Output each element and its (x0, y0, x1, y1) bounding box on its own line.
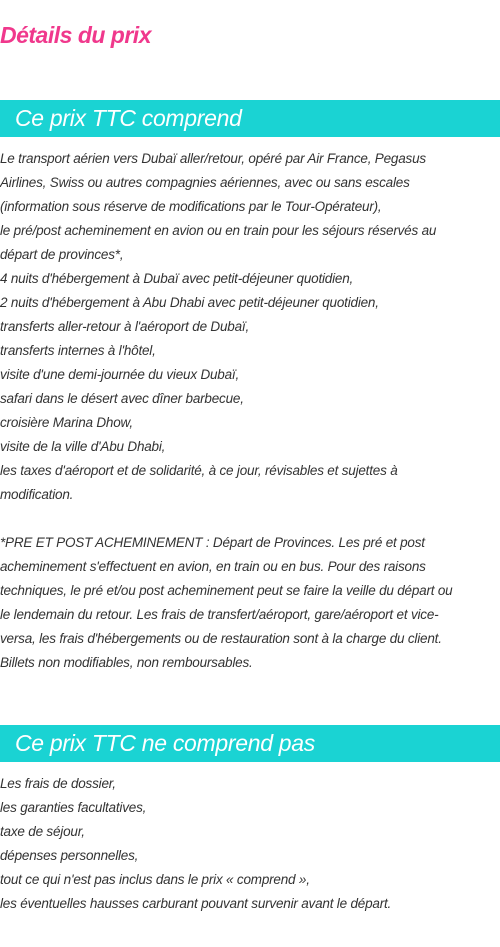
included-item: départ de provinces*, (0, 247, 124, 262)
excluded-section-heading: Ce prix TTC ne comprend pas (0, 725, 500, 762)
excluded-item: dépenses personnelles, (0, 848, 139, 863)
included-item: Le transport aérien vers Dubaï aller/retour, opéré par Air France, Pegasus (0, 151, 426, 166)
included-item: transferts aller-retour à l'aéroport de Dubaï, (0, 319, 250, 334)
note-line: *PRE ET POST ACHEMINEMENT : Départ de Provinces. Les pré et post (0, 535, 425, 550)
included-item: le pré/post acheminement en avion ou en train pour les séjours réservés au (0, 223, 437, 238)
included-item: Airlines, Swiss ou autres compagnies aériennes, avec ou sans escales (0, 175, 410, 190)
included-section-heading: Ce prix TTC comprend (0, 100, 500, 137)
included-item: 2 nuits d'hébergement à Abu Dhabi avec petit-déjeuner quotidien, (0, 295, 379, 310)
included-item: visite d'une demi-journée du vieux Dubaï, (0, 367, 240, 382)
page-title: Détails du prix (0, 22, 151, 48)
included-item: (information sous réserve de modifications par le Tour-Opérateur), (0, 199, 382, 214)
included-item: 4 nuits d'hébergement à Dubaï avec petit-déjeuner quotidien, (0, 271, 354, 286)
included-item: croisière Marina Dhow, (0, 415, 133, 430)
included-item: modification. (0, 487, 74, 502)
note-line: Billets non modifiables, non remboursables. (0, 655, 253, 670)
included-item: visite de la ville d'Abu Dhabi, (0, 439, 166, 454)
included-item: les taxes d'aéroport et de solidarité, à ce jour, révisables et sujettes à (0, 463, 398, 478)
included-item: safari dans le désert avec dîner barbecue, (0, 391, 244, 406)
excluded-item: taxe de séjour, (0, 824, 85, 839)
excluded-item: tout ce qui n'est pas inclus dans le prix « comprend », (0, 872, 310, 887)
excluded-item: Les frais de dossier, (0, 776, 116, 791)
excluded-list (0, 772, 500, 916)
included-item: transferts internes à l'hôtel, (0, 343, 156, 358)
excluded-item: les garanties facultatives, (0, 800, 147, 815)
note-line: techniques, le pré et/ou post acheminement peut se faire la veille du départ ou (0, 583, 453, 598)
note-line: le lendemain du retour. Les frais de transfert/aéroport, gare/aéroport et vice- (0, 607, 439, 622)
excluded-item: les éventuelles hausses carburant pouvant survenir avant le départ. (0, 896, 392, 911)
pre-post-transfer-note (0, 531, 500, 675)
note-line: versa, les frais d'hébergements ou de restauration sont à la charge du client. (0, 631, 442, 646)
note-line: acheminement s'effectuent en avion, en train ou en bus. Pour des raisons (0, 559, 426, 574)
included-list (0, 147, 500, 507)
